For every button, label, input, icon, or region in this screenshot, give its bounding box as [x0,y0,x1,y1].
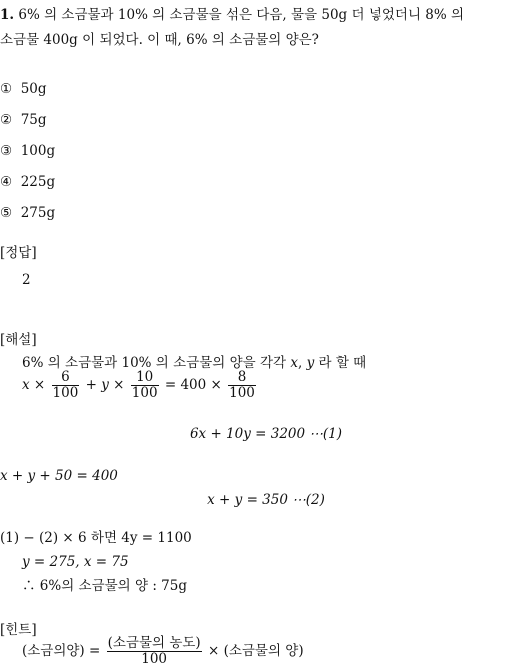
eq1-y: y [101,377,109,393]
fraction-denominator: 100 [52,385,79,401]
solution-intro-text: 6% 의 소금물과 10% 의 소금물의 양을 각각 [22,355,287,371]
eq1-times: × [113,377,125,393]
fraction-denominator: 100 [229,385,255,401]
choice-mark: ④ [0,174,13,190]
choice-mark: ① [0,81,13,97]
conclusion: ∴ 6%의 소금물의 양 : 75g [22,578,187,594]
eq1-rhs: = 400 × [164,377,222,393]
eq1-plus: + [85,377,97,393]
choice-text: 50g [20,81,47,97]
choice-1[interactable] [0,80,47,98]
solution-heading: [해설] [0,332,37,348]
choice-2[interactable] [0,111,47,129]
fraction-numerator: 6 [52,370,80,386]
fraction-numerator: 8 [228,370,256,386]
fraction-8-100 [228,370,256,401]
equation-2: 6x + 10y = 3200 ⋯(1) [189,426,343,442]
question-text-2: 소금물 400g 이 되었다. 이 때, 6% 의 소금물의 양은? [0,32,319,48]
question-number: 1. [0,7,15,23]
choice-mark: ⑤ [0,205,13,221]
eq1-x: x [22,377,30,393]
answer-heading: [정답] [0,245,37,261]
choice-3[interactable] [0,142,55,160]
var-y: y [306,355,315,371]
choice-5[interactable] [0,204,55,222]
equation-6: y = 275, x = 75 [22,554,129,570]
comma: , [297,355,303,371]
choice-mark: ② [0,112,13,128]
answer-value: 2 [22,272,31,288]
question-line-1 [0,6,464,24]
fraction-denominator: 100 [141,651,168,667]
eq1-times: × [33,377,46,393]
var-x: x [290,355,298,371]
solution-intro-text-2: 라 할 때 [318,355,367,371]
fraction-6-100 [52,370,80,401]
equation-4: x + y = 350 ⋯(2) [207,492,325,508]
fraction-denominator: 100 [131,385,158,401]
choice-text: 100g [20,143,56,159]
equation-1 [22,370,258,401]
fraction-10-100 [131,370,159,401]
hint-lhs: (소금의양) = [22,643,101,659]
hint-rhs: × (소금물의 양) [207,643,304,659]
hint-heading: [힌트] [0,622,37,638]
choice-text: 75g [20,112,47,128]
fraction-numerator: (소금물의 농도) [107,635,201,651]
choice-mark: ③ [0,143,13,159]
hint-fraction [107,636,202,667]
equation-5: (1) − (2) × 6 하면 4y = 1100 [0,530,192,546]
equation-3: x + y + 50 = 400 [0,468,118,484]
fraction-numerator: 10 [131,370,159,386]
hint-formula [22,636,304,667]
choice-text: 225g [20,174,56,190]
choice-text: 275g [20,205,56,221]
question-text-1: 6% 의 소금물과 10% 의 소금물을 섞은 다음, 물을 50g 더 넣었더니 8% 의 [18,7,465,23]
choice-4[interactable] [0,173,55,191]
